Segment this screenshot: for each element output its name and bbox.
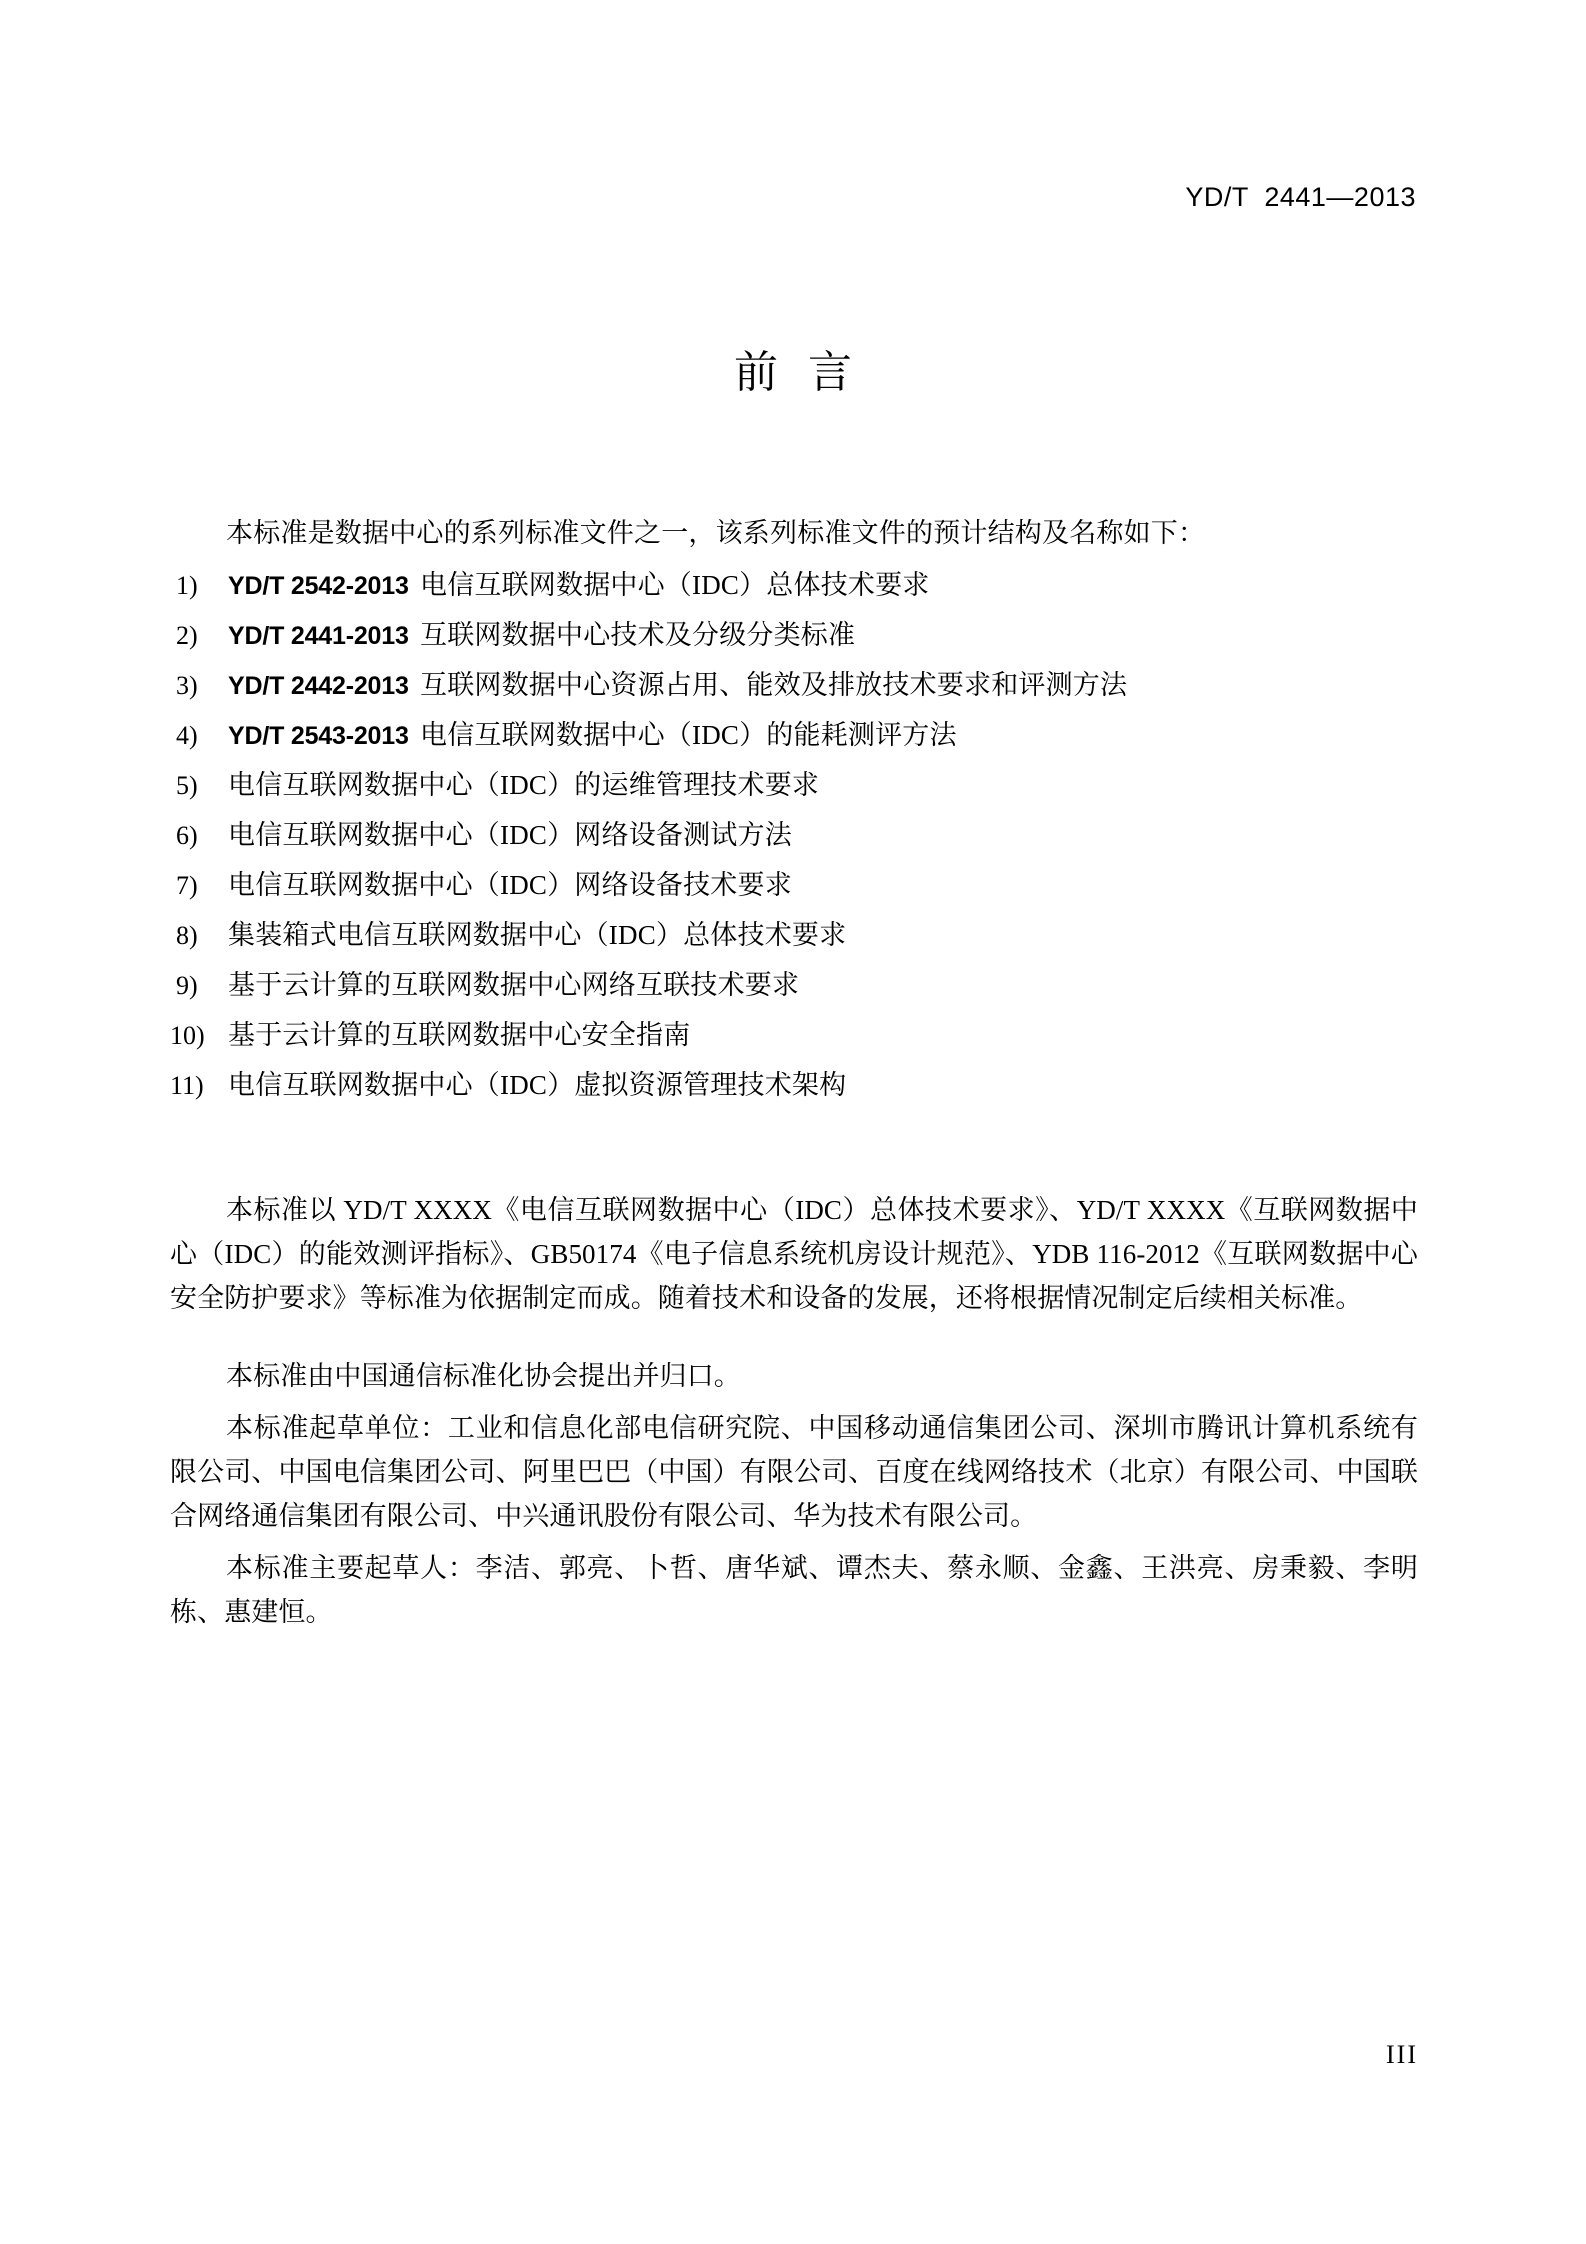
list-item-number: 11) (170, 1071, 204, 1100)
list-item (170, 960, 1418, 1010)
list-item-number: 10) (170, 1021, 205, 1050)
list-item-number: 9) (176, 971, 198, 1000)
list-item-number: 1) (176, 571, 198, 600)
list-item-code: YD/T 2442-2013 (228, 672, 409, 700)
page-number: III (1386, 2040, 1418, 2069)
list-item-number: 5) (176, 771, 198, 800)
document-body (170, 508, 1418, 1634)
list-item (170, 760, 1418, 810)
list-item-title: 基于云计算的互联网数据中心安全指南 (228, 1020, 691, 1050)
list-item (170, 1060, 1418, 1110)
intro-paragraph: 本标准是数据中心的系列标准文件之一，该系列标准文件的预计结构及名称如下： (226, 518, 1206, 548)
list-item-number: 8) (176, 921, 198, 950)
list-item-code: YD/T 2542-2013 (228, 572, 409, 600)
list-item-title: 集装箱式电信互联网数据中心（IDC）总体技术要求 (228, 920, 847, 950)
running-header-standard-id: YD/T 2441—2013 (1185, 182, 1416, 212)
spacer (170, 1320, 1418, 1354)
list-item-number: 7) (176, 871, 198, 900)
list-item-number: 4) (176, 721, 198, 750)
list-item (170, 710, 1418, 760)
page-title: 前言 (734, 348, 882, 397)
list-item (170, 910, 1418, 960)
main-drafters-paragraph: 本标准主要起草人：李洁、郭亮、卜哲、唐华斌、谭杰夫、蔡永顺、金鑫、王洪亮、房秉毅、李明栋、惠建恒。 (170, 1553, 1418, 1627)
list-item-title: 电信互联网数据中心（IDC）总体技术要求 (420, 570, 930, 600)
list-item-title: 电信互联网数据中心（IDC）虚拟资源管理技术架构 (228, 1070, 847, 1100)
list-item-title: 电信互联网数据中心（IDC）网络设备技术要求 (228, 870, 792, 900)
list-item-title: 电信互联网数据中心（IDC）网络设备测试方法 (228, 820, 792, 850)
spacer (170, 1538, 1418, 1546)
list-item-number: 6) (176, 821, 198, 850)
list-item-number: 3) (176, 671, 198, 700)
drafting-units-paragraph: 本标准起草单位：工业和信息化部电信研究院、中国移动通信集团公司、深圳市腾讯计算机系统有限公司、中国电信集团公司、阿里巴巴（中国）有限公司、百度在线网络技术（北京）有限公司、中国联合网络通信集团有限公司、中兴通讯股份有限公司、华为技术有限公司。 (170, 1413, 1418, 1531)
list-item-title: 互联网数据中心资源占用、能效及排放技术要求和评测方法 (420, 670, 1128, 700)
list-item (170, 1010, 1418, 1060)
spacer (170, 1398, 1418, 1406)
list-item (170, 810, 1418, 860)
list-item (170, 860, 1418, 910)
list-item (170, 560, 1418, 610)
list-item (170, 610, 1418, 660)
list-item-code: YD/T 2441-2013 (228, 622, 409, 650)
list-item-title: 电信互联网数据中心（IDC）的运维管理技术要求 (228, 770, 820, 800)
spacer (170, 1110, 1418, 1188)
list-item-title: 互联网数据中心技术及分级分类标准 (420, 620, 856, 650)
list-item-title: 基于云计算的互联网数据中心网络互联技术要求 (228, 970, 800, 1000)
list-item-code: YD/T 2543-2013 (228, 722, 409, 750)
basis-paragraph: 本标准以 YD/T XXXX《电信互联网数据中心（IDC）总体技术要求》、YD/T XXXX《互联网数据中心（IDC）的能效测评指标》、GB50174《电子信息系统机房设计规范》、YDB 116-2012《互联网数据中心安全防护要求》等标准为依据制定而成。随着技术和设备的发展，还将根据情况制定后续相关标准。 (170, 1195, 1418, 1313)
list-item (170, 660, 1418, 710)
list-item-title: 电信互联网数据中心（IDC）的能耗测评方法 (420, 720, 957, 750)
standards-list (170, 560, 1418, 1110)
proposer-paragraph: 本标准由中国通信标准化协会提出并归口。 (226, 1361, 741, 1391)
list-item-number: 2) (176, 621, 198, 650)
